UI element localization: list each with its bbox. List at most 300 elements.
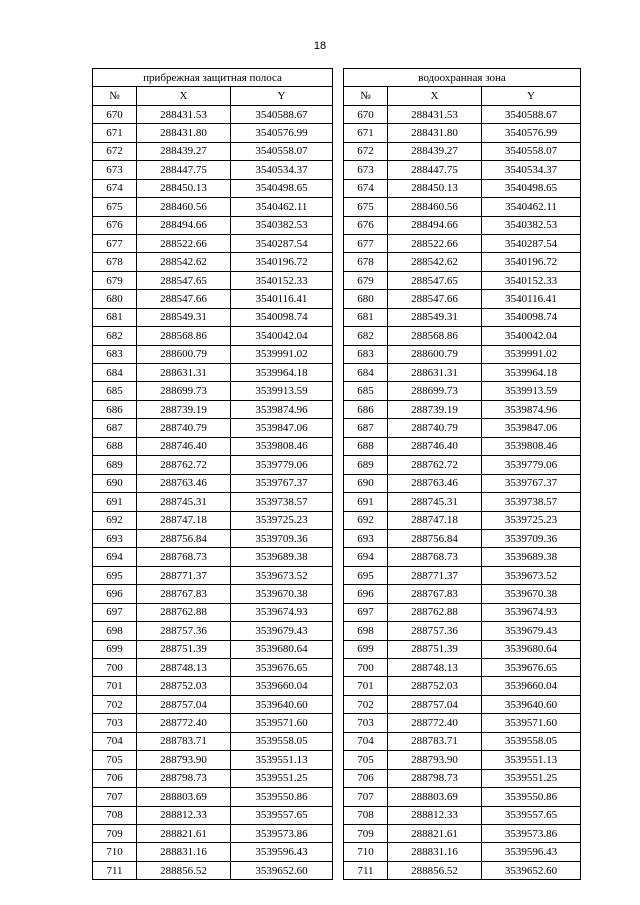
cell-y: 3539808.46 (231, 437, 333, 455)
cell-x: 288542.62 (388, 253, 482, 271)
cell-y: 3539573.86 (231, 824, 333, 842)
table-row (344, 511, 581, 529)
cell-number: 706 (93, 769, 137, 787)
cell-number: 700 (93, 659, 137, 677)
cell-number: 671 (93, 124, 137, 142)
cell-y: 3539673.52 (482, 566, 581, 584)
cell-y: 3539725.23 (231, 511, 333, 529)
table-row (93, 806, 333, 824)
cell-number: 711 (344, 861, 388, 879)
cell-number: 702 (344, 695, 388, 713)
cell-x: 288821.61 (388, 824, 482, 842)
cell-number: 678 (344, 253, 388, 271)
cell-y: 3539689.38 (482, 548, 581, 566)
cell-number: 687 (344, 419, 388, 437)
cell-y: 3539640.60 (231, 695, 333, 713)
cell-y: 3539738.57 (482, 493, 581, 511)
cell-x: 288748.13 (137, 659, 231, 677)
cell-number: 687 (93, 419, 137, 437)
cell-y: 3539676.65 (231, 659, 333, 677)
water-protection-zone-table (343, 68, 581, 880)
table-row (344, 493, 581, 511)
cell-number: 696 (93, 585, 137, 603)
cell-number: 705 (344, 751, 388, 769)
table-row (93, 253, 333, 271)
cell-x: 288568.86 (137, 327, 231, 345)
cell-number: 681 (344, 308, 388, 326)
table-row (93, 548, 333, 566)
cell-number: 675 (93, 198, 137, 216)
cell-number: 691 (93, 493, 137, 511)
cell-number: 709 (344, 824, 388, 842)
cell-x: 288747.18 (388, 511, 482, 529)
cell-y: 3539847.06 (231, 419, 333, 437)
table-row (93, 364, 333, 382)
column-header-x: X (388, 87, 482, 105)
cell-number: 703 (93, 714, 137, 732)
cell-y: 3539660.04 (482, 677, 581, 695)
cell-number: 710 (93, 843, 137, 861)
cell-x: 288447.75 (388, 161, 482, 179)
cell-number: 707 (344, 788, 388, 806)
cell-x: 288762.72 (137, 456, 231, 474)
cell-number: 673 (344, 161, 388, 179)
cell-x: 288522.66 (137, 234, 231, 252)
cell-x: 288431.53 (137, 105, 231, 123)
cell-x: 288771.37 (388, 566, 482, 584)
cell-number: 710 (344, 843, 388, 861)
table-row (344, 124, 581, 142)
cell-y: 3539808.46 (482, 437, 581, 455)
column-header-number: № (344, 87, 388, 105)
cell-y: 3539913.59 (482, 382, 581, 400)
cell-number: 676 (344, 216, 388, 234)
cell-y: 3540558.07 (482, 142, 581, 160)
cell-y: 3539847.06 (482, 419, 581, 437)
cell-y: 3539670.38 (482, 585, 581, 603)
coastal-protection-strip-table (92, 68, 333, 880)
cell-y: 3540196.72 (231, 253, 333, 271)
table-row (93, 622, 333, 640)
cell-x: 288431.80 (388, 124, 482, 142)
cell-x: 288772.40 (137, 714, 231, 732)
cell-y: 3540576.99 (482, 124, 581, 142)
cell-y: 3540462.11 (231, 198, 333, 216)
cell-y: 3539596.43 (482, 843, 581, 861)
cell-y: 3540462.11 (482, 198, 581, 216)
cell-x: 288746.40 (388, 437, 482, 455)
cell-x: 288856.52 (388, 861, 482, 879)
cell-x: 288752.03 (137, 677, 231, 695)
cell-x: 288751.39 (137, 640, 231, 658)
cell-y: 3539767.37 (231, 474, 333, 492)
cell-y: 3540287.54 (482, 234, 581, 252)
cell-x: 288752.03 (388, 677, 482, 695)
table-row (93, 124, 333, 142)
cell-x: 288740.79 (388, 419, 482, 437)
table-title: прибрежная защитная полоса (93, 69, 333, 87)
cell-y: 3539874.96 (231, 400, 333, 418)
table-row (344, 234, 581, 252)
cell-number: 684 (344, 364, 388, 382)
cell-x: 288431.80 (137, 124, 231, 142)
cell-x: 288856.52 (137, 861, 231, 879)
cell-number: 696 (344, 585, 388, 603)
table-row (93, 769, 333, 787)
cell-number: 671 (344, 124, 388, 142)
table-row (93, 659, 333, 677)
cell-number: 708 (93, 806, 137, 824)
table-row (93, 695, 333, 713)
cell-x: 288549.31 (388, 308, 482, 326)
cell-x: 288757.36 (137, 622, 231, 640)
cell-y: 3539964.18 (482, 364, 581, 382)
cell-y: 3539679.43 (482, 622, 581, 640)
cell-x: 288771.37 (137, 566, 231, 584)
cell-y: 3539676.65 (482, 659, 581, 677)
table-row (93, 751, 333, 769)
page-number: 18 (313, 40, 327, 52)
cell-y: 3539596.43 (231, 843, 333, 861)
cell-x: 288522.66 (388, 234, 482, 252)
cell-x: 288763.46 (137, 474, 231, 492)
table-row (344, 640, 581, 658)
cell-y: 3540042.04 (231, 327, 333, 345)
cell-x: 288740.79 (137, 419, 231, 437)
cell-x: 288768.73 (137, 548, 231, 566)
cell-number: 677 (93, 234, 137, 252)
cell-number: 685 (93, 382, 137, 400)
cell-y: 3540196.72 (482, 253, 581, 271)
cell-x: 288793.90 (388, 751, 482, 769)
cell-x: 288748.13 (388, 659, 482, 677)
table-row (344, 179, 581, 197)
cell-x: 288783.71 (137, 732, 231, 750)
cell-number: 698 (344, 622, 388, 640)
cell-y: 3540498.65 (482, 179, 581, 197)
cell-y: 3539551.13 (231, 751, 333, 769)
table-row (344, 769, 581, 787)
cell-y: 3540098.74 (482, 308, 581, 326)
cell-x: 288747.18 (137, 511, 231, 529)
cell-x: 288751.39 (388, 640, 482, 658)
cell-y: 3540588.67 (482, 105, 581, 123)
table-row (93, 585, 333, 603)
cell-number: 692 (93, 511, 137, 529)
cell-number: 709 (93, 824, 137, 842)
table-row (93, 456, 333, 474)
cell-number: 693 (93, 529, 137, 547)
cell-y: 3539551.25 (231, 769, 333, 787)
table-row (344, 695, 581, 713)
cell-number: 690 (93, 474, 137, 492)
table-row (344, 659, 581, 677)
cell-x: 288431.53 (388, 105, 482, 123)
cell-y: 3539557.65 (231, 806, 333, 824)
cell-x: 288756.84 (388, 529, 482, 547)
cell-number: 685 (344, 382, 388, 400)
table-row (93, 419, 333, 437)
table-row (344, 861, 581, 879)
cell-number: 705 (93, 751, 137, 769)
cell-x: 288600.79 (137, 345, 231, 363)
cell-y: 3539779.06 (482, 456, 581, 474)
cell-number: 676 (93, 216, 137, 234)
cell-y: 3539640.60 (482, 695, 581, 713)
table-row (344, 474, 581, 492)
cell-x: 288547.66 (137, 290, 231, 308)
cell-number: 679 (93, 271, 137, 289)
cell-y: 3539674.93 (482, 603, 581, 621)
cell-number: 695 (93, 566, 137, 584)
cell-x: 288739.19 (137, 400, 231, 418)
table-row (344, 714, 581, 732)
table-row (93, 603, 333, 621)
cell-x: 288812.33 (388, 806, 482, 824)
table-row (344, 419, 581, 437)
column-header-number: № (93, 87, 137, 105)
cell-y: 3539558.05 (231, 732, 333, 750)
cell-x: 288803.69 (388, 788, 482, 806)
cell-number: 672 (93, 142, 137, 160)
cell-x: 288549.31 (137, 308, 231, 326)
cell-x: 288542.62 (137, 253, 231, 271)
cell-x: 288831.16 (137, 843, 231, 861)
cell-y: 3539680.64 (482, 640, 581, 658)
cell-number: 677 (344, 234, 388, 252)
table-row (344, 271, 581, 289)
cell-number: 670 (344, 105, 388, 123)
table-row (344, 345, 581, 363)
table-row (93, 566, 333, 584)
cell-y: 3539571.60 (482, 714, 581, 732)
table-row (93, 382, 333, 400)
cell-x: 288450.13 (137, 179, 231, 197)
table-row (93, 216, 333, 234)
cell-x: 288494.66 (137, 216, 231, 234)
cell-number: 706 (344, 769, 388, 787)
table-row (93, 198, 333, 216)
table-row (93, 400, 333, 418)
cell-number: 688 (93, 437, 137, 455)
cell-number: 699 (344, 640, 388, 658)
table-row (344, 548, 581, 566)
cell-number: 697 (344, 603, 388, 621)
cell-number: 695 (344, 566, 388, 584)
cell-number: 681 (93, 308, 137, 326)
table-row (93, 732, 333, 750)
cell-x: 288494.66 (388, 216, 482, 234)
cell-x: 288745.31 (137, 493, 231, 511)
cell-y: 3539550.86 (231, 788, 333, 806)
cell-number: 692 (344, 511, 388, 529)
table-row (93, 271, 333, 289)
cell-x: 288439.27 (388, 142, 482, 160)
table-row (93, 345, 333, 363)
table-row (344, 456, 581, 474)
cell-number: 673 (93, 161, 137, 179)
cell-number: 670 (93, 105, 137, 123)
table-row (93, 105, 333, 123)
table-row (344, 308, 581, 326)
table-row (344, 253, 581, 271)
cell-y: 3539652.60 (231, 861, 333, 879)
table-title: водоохранная зона (344, 69, 581, 87)
column-header-y: Y (482, 87, 581, 105)
cell-y: 3539550.86 (482, 788, 581, 806)
cell-y: 3539673.52 (231, 566, 333, 584)
cell-x: 288762.88 (388, 603, 482, 621)
table-row (344, 327, 581, 345)
cell-number: 674 (344, 179, 388, 197)
cell-number: 675 (344, 198, 388, 216)
table-row (344, 566, 581, 584)
table-row (93, 142, 333, 160)
cell-x: 288450.13 (388, 179, 482, 197)
cell-number: 711 (93, 861, 137, 879)
cell-y: 3539991.02 (482, 345, 581, 363)
cell-x: 288798.73 (388, 769, 482, 787)
table-row (344, 677, 581, 695)
cell-y: 3540498.65 (231, 179, 333, 197)
cell-number: 702 (93, 695, 137, 713)
cell-number: 686 (93, 400, 137, 418)
cell-x: 288739.19 (388, 400, 482, 418)
table-row (344, 585, 581, 603)
cell-y: 3540152.33 (231, 271, 333, 289)
cell-x: 288831.16 (388, 843, 482, 861)
cell-number: 678 (93, 253, 137, 271)
cell-x: 288600.79 (388, 345, 482, 363)
table-row (93, 327, 333, 345)
table-row (344, 824, 581, 842)
cell-y: 3539551.25 (482, 769, 581, 787)
table-row (93, 640, 333, 658)
cell-y: 3539913.59 (231, 382, 333, 400)
cell-y: 3539670.38 (231, 585, 333, 603)
cell-number: 679 (344, 271, 388, 289)
cell-number: 701 (344, 677, 388, 695)
cell-x: 288447.75 (137, 161, 231, 179)
cell-x: 288803.69 (137, 788, 231, 806)
cell-number: 689 (344, 456, 388, 474)
cell-y: 3539725.23 (482, 511, 581, 529)
table-row (344, 382, 581, 400)
cell-y: 3539571.60 (231, 714, 333, 732)
cell-number: 680 (344, 290, 388, 308)
cell-x: 288746.40 (137, 437, 231, 455)
cell-y: 3540116.41 (482, 290, 581, 308)
cell-x: 288699.73 (137, 382, 231, 400)
cell-number: 686 (344, 400, 388, 418)
cell-y: 3540534.37 (231, 161, 333, 179)
table-row (93, 843, 333, 861)
cell-x: 288767.83 (388, 585, 482, 603)
table-row (93, 161, 333, 179)
cell-y: 3539674.93 (231, 603, 333, 621)
table-row (93, 308, 333, 326)
cell-y: 3539709.36 (231, 529, 333, 547)
cell-x: 288798.73 (137, 769, 231, 787)
cell-y: 3539557.65 (482, 806, 581, 824)
table-row (344, 529, 581, 547)
table-row (344, 603, 581, 621)
cell-y: 3539779.06 (231, 456, 333, 474)
cell-x: 288757.04 (137, 695, 231, 713)
table-row (93, 493, 333, 511)
cell-number: 694 (344, 548, 388, 566)
cell-x: 288460.56 (388, 198, 482, 216)
cell-y: 3539660.04 (231, 677, 333, 695)
column-header-y: Y (231, 87, 333, 105)
cell-y: 3539551.13 (482, 751, 581, 769)
cell-x: 288756.84 (137, 529, 231, 547)
table-row (93, 824, 333, 842)
table-row (93, 474, 333, 492)
table-row (344, 732, 581, 750)
table-row (344, 437, 581, 455)
cell-number: 688 (344, 437, 388, 455)
cell-y: 3539689.38 (231, 548, 333, 566)
cell-x: 288631.31 (388, 364, 482, 382)
cell-y: 3540576.99 (231, 124, 333, 142)
table-row (93, 788, 333, 806)
cell-number: 693 (344, 529, 388, 547)
cell-y: 3539679.43 (231, 622, 333, 640)
cell-x: 288699.73 (388, 382, 482, 400)
table-row (93, 677, 333, 695)
cell-number: 674 (93, 179, 137, 197)
cell-number: 704 (344, 732, 388, 750)
cell-y: 3540116.41 (231, 290, 333, 308)
table-row (93, 234, 333, 252)
cell-x: 288757.36 (388, 622, 482, 640)
cell-x: 288762.88 (137, 603, 231, 621)
cell-y: 3539652.60 (482, 861, 581, 879)
cell-x: 288547.65 (137, 271, 231, 289)
cell-x: 288821.61 (137, 824, 231, 842)
cell-x: 288547.65 (388, 271, 482, 289)
cell-x: 288767.83 (137, 585, 231, 603)
cell-y: 3540588.67 (231, 105, 333, 123)
cell-y: 3540558.07 (231, 142, 333, 160)
cell-x: 288460.56 (137, 198, 231, 216)
cell-x: 288757.04 (388, 695, 482, 713)
table-row (344, 198, 581, 216)
table-row (344, 806, 581, 824)
table-row (93, 290, 333, 308)
table-row (93, 179, 333, 197)
table-row (93, 861, 333, 879)
cell-x: 288793.90 (137, 751, 231, 769)
table-row (344, 161, 581, 179)
cell-number: 682 (93, 327, 137, 345)
cell-number: 680 (93, 290, 137, 308)
cell-x: 288631.31 (137, 364, 231, 382)
cell-y: 3539991.02 (231, 345, 333, 363)
cell-number: 703 (344, 714, 388, 732)
cell-number: 682 (344, 327, 388, 345)
cell-number: 691 (344, 493, 388, 511)
cell-number: 708 (344, 806, 388, 824)
table-row (93, 529, 333, 547)
cell-y: 3539680.64 (231, 640, 333, 658)
cell-x: 288812.33 (137, 806, 231, 824)
cell-y: 3539964.18 (231, 364, 333, 382)
cell-y: 3539874.96 (482, 400, 581, 418)
table-row (93, 437, 333, 455)
cell-number: 697 (93, 603, 137, 621)
